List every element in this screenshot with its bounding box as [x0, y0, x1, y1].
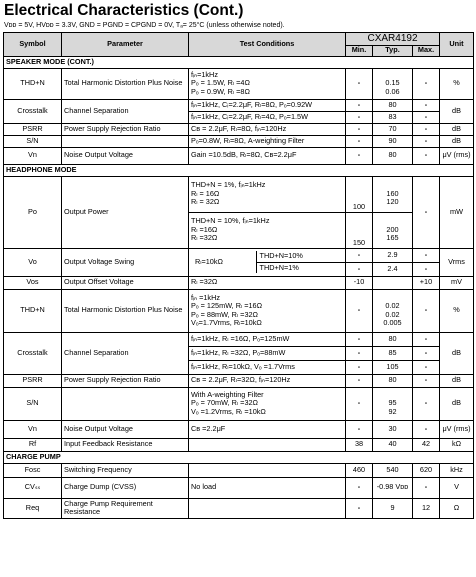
typ-cell: 80 — [373, 332, 413, 346]
max-cell: - — [413, 360, 440, 374]
max-cell: 42 — [413, 438, 440, 451]
min-cell: 38 — [346, 438, 373, 451]
min-cell: - — [346, 346, 373, 360]
min-cell: - — [346, 262, 373, 276]
conditions-cell: THD+N = 10%, fᵢₙ=1kHz Rₗ =16Ω Rₗ =32Ω — [189, 212, 346, 248]
typ-cell: 540 — [373, 463, 413, 477]
symbol-cell: S/N — [4, 387, 62, 420]
typ-cell: 30 — [373, 420, 413, 438]
col-parameter: Parameter — [62, 33, 189, 57]
parameter-cell: Noise Output Voltage — [62, 420, 189, 438]
min-cell: - — [346, 123, 373, 135]
min-cell: - — [346, 387, 373, 420]
parameter-cell: Total Harmonic Distortion Plus Noise — [62, 289, 189, 332]
unit-cell: dB — [440, 374, 474, 387]
min-cell: - — [346, 248, 373, 262]
characteristics-table — [3, 32, 474, 519]
typ-cell: 160 120 — [373, 176, 413, 212]
col-symbol: Symbol — [4, 33, 62, 57]
parameter-cell: Output Voltage Swing — [62, 248, 189, 276]
min-cell: - — [346, 420, 373, 438]
section-headphone: HEADPHONE MODE — [4, 164, 474, 176]
min-cell: - — [346, 289, 373, 332]
test-conditions-note: Vᴅᴅ = 5V, HVᴅᴅ = 3.3V, GND = PGND = CPGND = 0V, Tₐ= 25°C (unless otherwise noted). — [4, 22, 285, 29]
conditions-cell — [189, 498, 346, 518]
symbol-cell: PSRR — [4, 374, 62, 387]
conditions-cell: Gain =10.5dB, Rₗ=8Ω, Cʙ=2.2μF — [189, 147, 346, 164]
conditions-cell: fᵢₙ=1kHz, Cᵢ=2.2μF, Rₗ=4Ω, Pₒ=1.5W — [189, 111, 346, 123]
min-cell: 150 — [346, 212, 373, 248]
col-max: Max. — [413, 45, 440, 56]
unit-cell: Vrms — [440, 248, 474, 276]
typ-cell: -0.98 Vᴅᴅ — [373, 477, 413, 498]
typ-cell: 80 — [373, 99, 413, 111]
parameter-cell: Total Harmonic Distortion Plus Noise — [62, 68, 189, 99]
symbol-cell: Crosstalk — [4, 332, 62, 374]
page-title: Electrical Characteristics (Cont.) — [4, 2, 244, 19]
symbol-cell: CVₛₛ — [4, 477, 62, 498]
unit-cell: Ω — [440, 498, 474, 518]
col-device: CXAR4192 — [346, 33, 440, 46]
min-cell: - — [346, 498, 373, 518]
min-cell: - — [346, 111, 373, 123]
min-cell: 100 — [346, 176, 373, 212]
parameter-cell: Channel Separation — [62, 332, 189, 374]
parameter-cell: Charge Pump Requirement Resistance — [62, 498, 189, 518]
col-unit: Unit — [440, 33, 474, 57]
section-charge-pump: CHARGE PUMP — [4, 451, 474, 463]
min-cell: - — [346, 68, 373, 99]
section-speaker: SPEAKER MODE (CONT.) — [4, 56, 474, 68]
conditions-cell: Pₒ=0.8W, Rₗ=8Ω, A-weighting Filter — [189, 135, 346, 147]
max-cell: - — [413, 176, 440, 248]
max-cell: - — [413, 387, 440, 420]
min-cell: - — [346, 360, 373, 374]
typ-cell: 95 92 — [373, 387, 413, 420]
typ-cell: 83 — [373, 111, 413, 123]
conditions-cell: THD+N = 1%, fᵢₙ=1kHz Rₗ = 16Ω Rₗ = 32Ω — [189, 176, 346, 212]
max-cell: +10 — [413, 276, 440, 289]
conditions-cell: fᵢₙ=1kHz, Rₗ =32Ω, Pₒ=88mW — [189, 346, 346, 360]
conditions-cell: fᵢₙ=1kHz, Rₗ=10kΩ, Vₒ =1.7Vrms — [189, 360, 346, 374]
unit-cell: dB — [440, 332, 474, 374]
col-test-conditions: Test Conditions — [189, 33, 346, 57]
parameter-cell: Output Power — [62, 176, 189, 248]
max-cell: - — [413, 99, 440, 111]
conditions-cell: Rₗ=10kΩ THD+N=10% THD+N=1% — [189, 248, 346, 276]
parameter-cell: Power Supply Rejection Ratio — [62, 123, 189, 135]
conditions-cell: Cʙ =2.2μF — [189, 420, 346, 438]
conditions-cell — [189, 438, 346, 451]
conditions-cell: Rₗ =32Ω — [189, 276, 346, 289]
unit-cell: μV (rms) — [440, 420, 474, 438]
symbol-cell: Vn — [4, 420, 62, 438]
typ-cell: 200 165 — [373, 212, 413, 248]
unit-cell: dB — [440, 135, 474, 147]
symbol-cell: Vos — [4, 276, 62, 289]
conditions-cell: Cʙ = 2.2μF, Rₗ=32Ω, fᵢₙ=120Hz — [189, 374, 346, 387]
col-min: Min. — [346, 45, 373, 56]
symbol-cell: Vn — [4, 147, 62, 164]
min-cell: - — [346, 332, 373, 346]
typ-cell: 80 — [373, 147, 413, 164]
symbol-cell: Crosstalk — [4, 99, 62, 123]
min-cell: -10 — [346, 276, 373, 289]
max-cell: - — [413, 262, 440, 276]
symbol-cell: THD+N — [4, 68, 62, 99]
symbol-cell: Fosc — [4, 463, 62, 477]
parameter-cell: Noise Output Voltage — [62, 147, 189, 164]
symbol-cell: Vo — [4, 248, 62, 276]
unit-cell: dB — [440, 99, 474, 123]
conditions-cell: fᵢₙ=1kHz Pₒ = 1.5W, Rₗ =4Ω Pₒ = 0.9W, Rₗ =8Ω — [189, 68, 346, 99]
parameter-cell: Switching Frequency — [62, 463, 189, 477]
symbol-cell: Req — [4, 498, 62, 518]
max-cell: - — [413, 123, 440, 135]
max-cell: - — [413, 289, 440, 332]
typ-cell: 40 — [373, 438, 413, 451]
max-cell: - — [413, 420, 440, 438]
min-cell: - — [346, 147, 373, 164]
max-cell: - — [413, 374, 440, 387]
unit-cell: kHz — [440, 463, 474, 477]
min-cell: - — [346, 374, 373, 387]
conditions-cell: fᵢₙ=1kHz, Rₗ =16Ω, Pₒ=125mW — [189, 332, 346, 346]
unit-cell: V — [440, 477, 474, 498]
conditions-cell: fᵢₙ =1kHz Pₒ = 125mW, Rₗ =16Ω Pₒ = 88mW, Rₗ =32Ω Vₒ=1.7Vrms, Rₗ=10kΩ — [189, 289, 346, 332]
parameter-cell: Power Supply Rejection Ratio — [62, 374, 189, 387]
parameter-cell: Output Offset Voltage — [62, 276, 189, 289]
parameter-cell — [62, 135, 189, 147]
symbol-cell: PSRR — [4, 123, 62, 135]
max-cell: - — [413, 68, 440, 99]
max-cell: - — [413, 135, 440, 147]
min-cell: - — [346, 99, 373, 111]
typ-cell: 105 — [373, 360, 413, 374]
typ-cell: 0.15 0.06 — [373, 68, 413, 99]
typ-cell: 70 — [373, 123, 413, 135]
max-cell: - — [413, 332, 440, 346]
max-cell: - — [413, 111, 440, 123]
max-cell: - — [413, 147, 440, 164]
unit-cell: kΩ — [440, 438, 474, 451]
conditions-cell — [189, 463, 346, 477]
conditions-cell: With A-weighting Filter Pₒ = 70mW, Rₗ =32Ω Vₒ =1.2Vrms, Rₗ =10kΩ — [189, 387, 346, 420]
unit-cell: mW — [440, 176, 474, 248]
unit-cell: μV (rms) — [440, 147, 474, 164]
parameter-cell — [62, 387, 189, 420]
typ-cell: 90 — [373, 135, 413, 147]
symbol-cell: Rf — [4, 438, 62, 451]
typ-cell: 85 — [373, 346, 413, 360]
typ-cell — [373, 276, 413, 289]
typ-cell: 2.4 — [373, 262, 413, 276]
unit-cell: dB — [440, 123, 474, 135]
unit-cell: mV — [440, 276, 474, 289]
conditions-cell: Cʙ = 2.2μF, Rₗ=8Ω, fᵢₙ=120Hz — [189, 123, 346, 135]
unit-cell: % — [440, 68, 474, 99]
typ-cell: 2.9 — [373, 248, 413, 262]
max-cell: 12 — [413, 498, 440, 518]
max-cell: - — [413, 248, 440, 262]
symbol-cell: Po — [4, 176, 62, 248]
parameter-cell: Charge Dump (CVSS) — [62, 477, 189, 498]
max-cell: - — [413, 477, 440, 498]
typ-cell: 0.02 0.02 0.005 — [373, 289, 413, 332]
parameter-cell: Channel Separation — [62, 99, 189, 123]
symbol-cell: S/N — [4, 135, 62, 147]
max-cell: - — [413, 346, 440, 360]
max-cell: 620 — [413, 463, 440, 477]
typ-cell: 9 — [373, 498, 413, 518]
col-typ: Typ. — [373, 45, 413, 56]
conditions-cell: fᵢₙ=1kHz, Cᵢ=2.2μF, Rₗ=8Ω, Pₒ=0.92W — [189, 99, 346, 111]
unit-cell: % — [440, 289, 474, 332]
min-cell: - — [346, 477, 373, 498]
symbol-cell: THD+N — [4, 289, 62, 332]
conditions-cell: No load — [189, 477, 346, 498]
typ-cell: 80 — [373, 374, 413, 387]
min-cell: - — [346, 135, 373, 147]
parameter-cell: Input Feedback Resistance — [62, 438, 189, 451]
min-cell: 460 — [346, 463, 373, 477]
unit-cell: dB — [440, 387, 474, 420]
